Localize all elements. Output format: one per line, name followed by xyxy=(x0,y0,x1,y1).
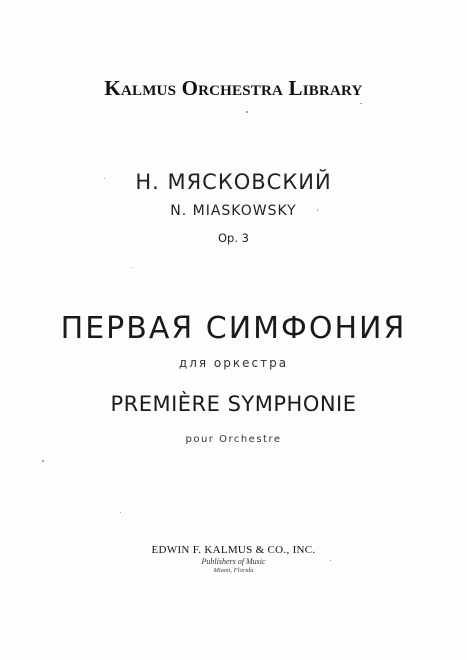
work-subtitle-french: pour Orchestre xyxy=(185,434,282,445)
scan-speck xyxy=(42,460,44,462)
scan-speck xyxy=(317,209,318,211)
work-title-russian: ПЕРВАЯ СИМФОНИЯ xyxy=(60,311,407,346)
composer-name-russian: Н. МЯСКОВСКИЙ xyxy=(135,170,332,194)
opus-number: Op. 3 xyxy=(218,231,249,245)
publisher-location: Miami, Florida xyxy=(213,567,254,574)
composer-name-english: N. MIASKOWSKY xyxy=(170,203,297,219)
scan-speck xyxy=(330,560,331,561)
scan-speck xyxy=(120,512,121,513)
scan-speck xyxy=(131,267,132,268)
publisher-name: EDWIN F. KALMUS & CO., INC. xyxy=(151,544,316,556)
publisher-role: Publishers of Music xyxy=(201,557,266,566)
scan-speck xyxy=(104,178,105,179)
work-subtitle-russian: для оркестра xyxy=(178,356,289,370)
library-title: Kalmus Orchestra Library xyxy=(104,76,363,100)
scan-speck xyxy=(246,111,248,113)
scan-speck xyxy=(360,103,362,104)
work-title-french: PREMIÈRE SYMPHONIE xyxy=(110,392,357,416)
